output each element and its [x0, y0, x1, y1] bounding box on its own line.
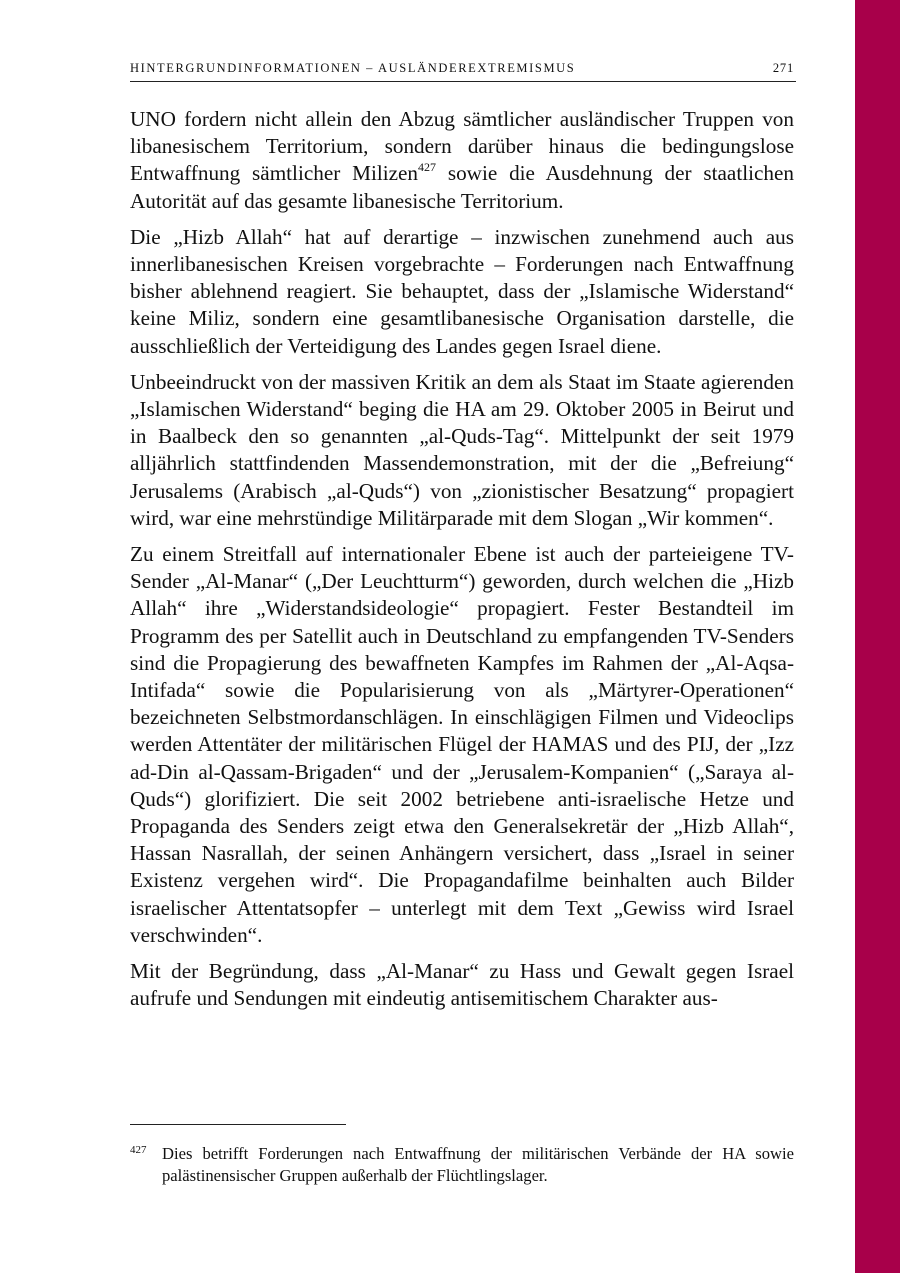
- footnote-number: 427: [130, 1144, 147, 1156]
- side-color-bar: [855, 0, 900, 1273]
- page-number: 271: [772, 61, 794, 75]
- footnote-divider: [130, 1124, 346, 1125]
- paragraph-3: Unbeeindruckt von der massiven Kritik an dem als Staat im Staate agierenden „Islamischen Widerstand“ beging die HA am 29. Oktober 2005 in Beirut und in Baalbeck den so genannten „al-Quds-Tag“. Mittelpunkt der seit 1979 alljährlich stattfindenden Massendemonstration, mit der die „Befreiung“ Jerusalems (Arabisch „al-Quds“) von „zionistischer Besatzung“ propagiert wird, war eine mehrstündige Militärparade mit dem Slogan „Wir kommen“.: [130, 369, 794, 530]
- paragraph-2: Die „Hizb Allah“ hat auf derartige – inzwischen zunehmend auch aus innerlibanesischen Kreisen vorgebrachte – Forderungen nach Entwaffnung bisher ablehnend reagiert. Sie behauptet, dass der „Islamische Widerstand“ keine Miliz, sondern eine gesamtlibanesische Organisation darstelle, die ausschließlich der Verteidigung des Landes gegen Israel diene.: [130, 224, 794, 358]
- paragraph-1-end: sowie die Ausdehnung der staatlichen Autorität auf das gesamte libanesische Territorium.: [130, 161, 794, 213]
- paragraph-1: [130, 106, 794, 215]
- footnote-reference[interactable]: 427: [418, 160, 437, 175]
- footnote-text: Dies betrifft Forderungen nach Entwaffnung der militärischen Verbände der HA sowie palästinensischer Gruppen außerhalb der Flüchtlingslager.: [162, 1144, 794, 1185]
- header-title: HINTERGRUNDINFORMATIONEN – AUSLÄNDEREXTREMISMUS: [130, 61, 576, 75]
- footnote: [130, 1143, 794, 1187]
- running-header: [130, 61, 796, 82]
- body-text: [130, 106, 794, 1022]
- paragraph-4: Zu einem Streitfall auf internationaler Ebene ist auch der parteieigene TV-Sender „Al-Manar“ („Der Leuchtturm“) geworden, durch welchen die „Hizb Allah“ ihre „Widerstandsideologie“ propagiert. Fester Bestandteil im Programm des per Satellit auch in Deutschland zu empfangenden TV-Senders sind die Propagierung des bewaffneten Kampfes im Rahmen der „Al-Aqsa-Intifada“ sowie die Popularisierung von als „Märtyrer-Operationen“ bezeichneten Selbstmordanschlägen. In einschlägigen Filmen und Videoclips werden Attentäter der militärischen Flügel der HAMAS und des PIJ, der „Izz ad-Din al-Qassam-Brigaden“ und der „Jerusalem-Kompanien“ („Saraya al-Quds“) glorifiziert. Die seit 2002 betriebene anti-israelische Hetze und Propaganda des Senders zeigt etwa den Generalsekretär der „Hizb Allah“, Hassan Nasrallah, der seinen Anhängern versichert, dass „Israel in seiner Existenz vergehen wird“. Die Propagandafilme beinhalten auch Bilder israelischer Attentatsopfer – unterlegt mit dem Text „Gewiss wird Israel verschwinden“.: [130, 542, 794, 947]
- paragraph-5: Mit der Begründung, dass „Al-Manar“ zu Hass und Gewalt gegen Israel aufrufe und Sendungen mit eindeutig antisemitischem Charakter aus-: [130, 959, 794, 1011]
- paragraph-1-start: UNO fordern nicht allein den Abzug sämtlicher ausländischer Truppen von libanesischem Territorium, sondern darüber hinaus die bedingungslose Entwaffnung sämtlicher Milizen: [130, 107, 794, 186]
